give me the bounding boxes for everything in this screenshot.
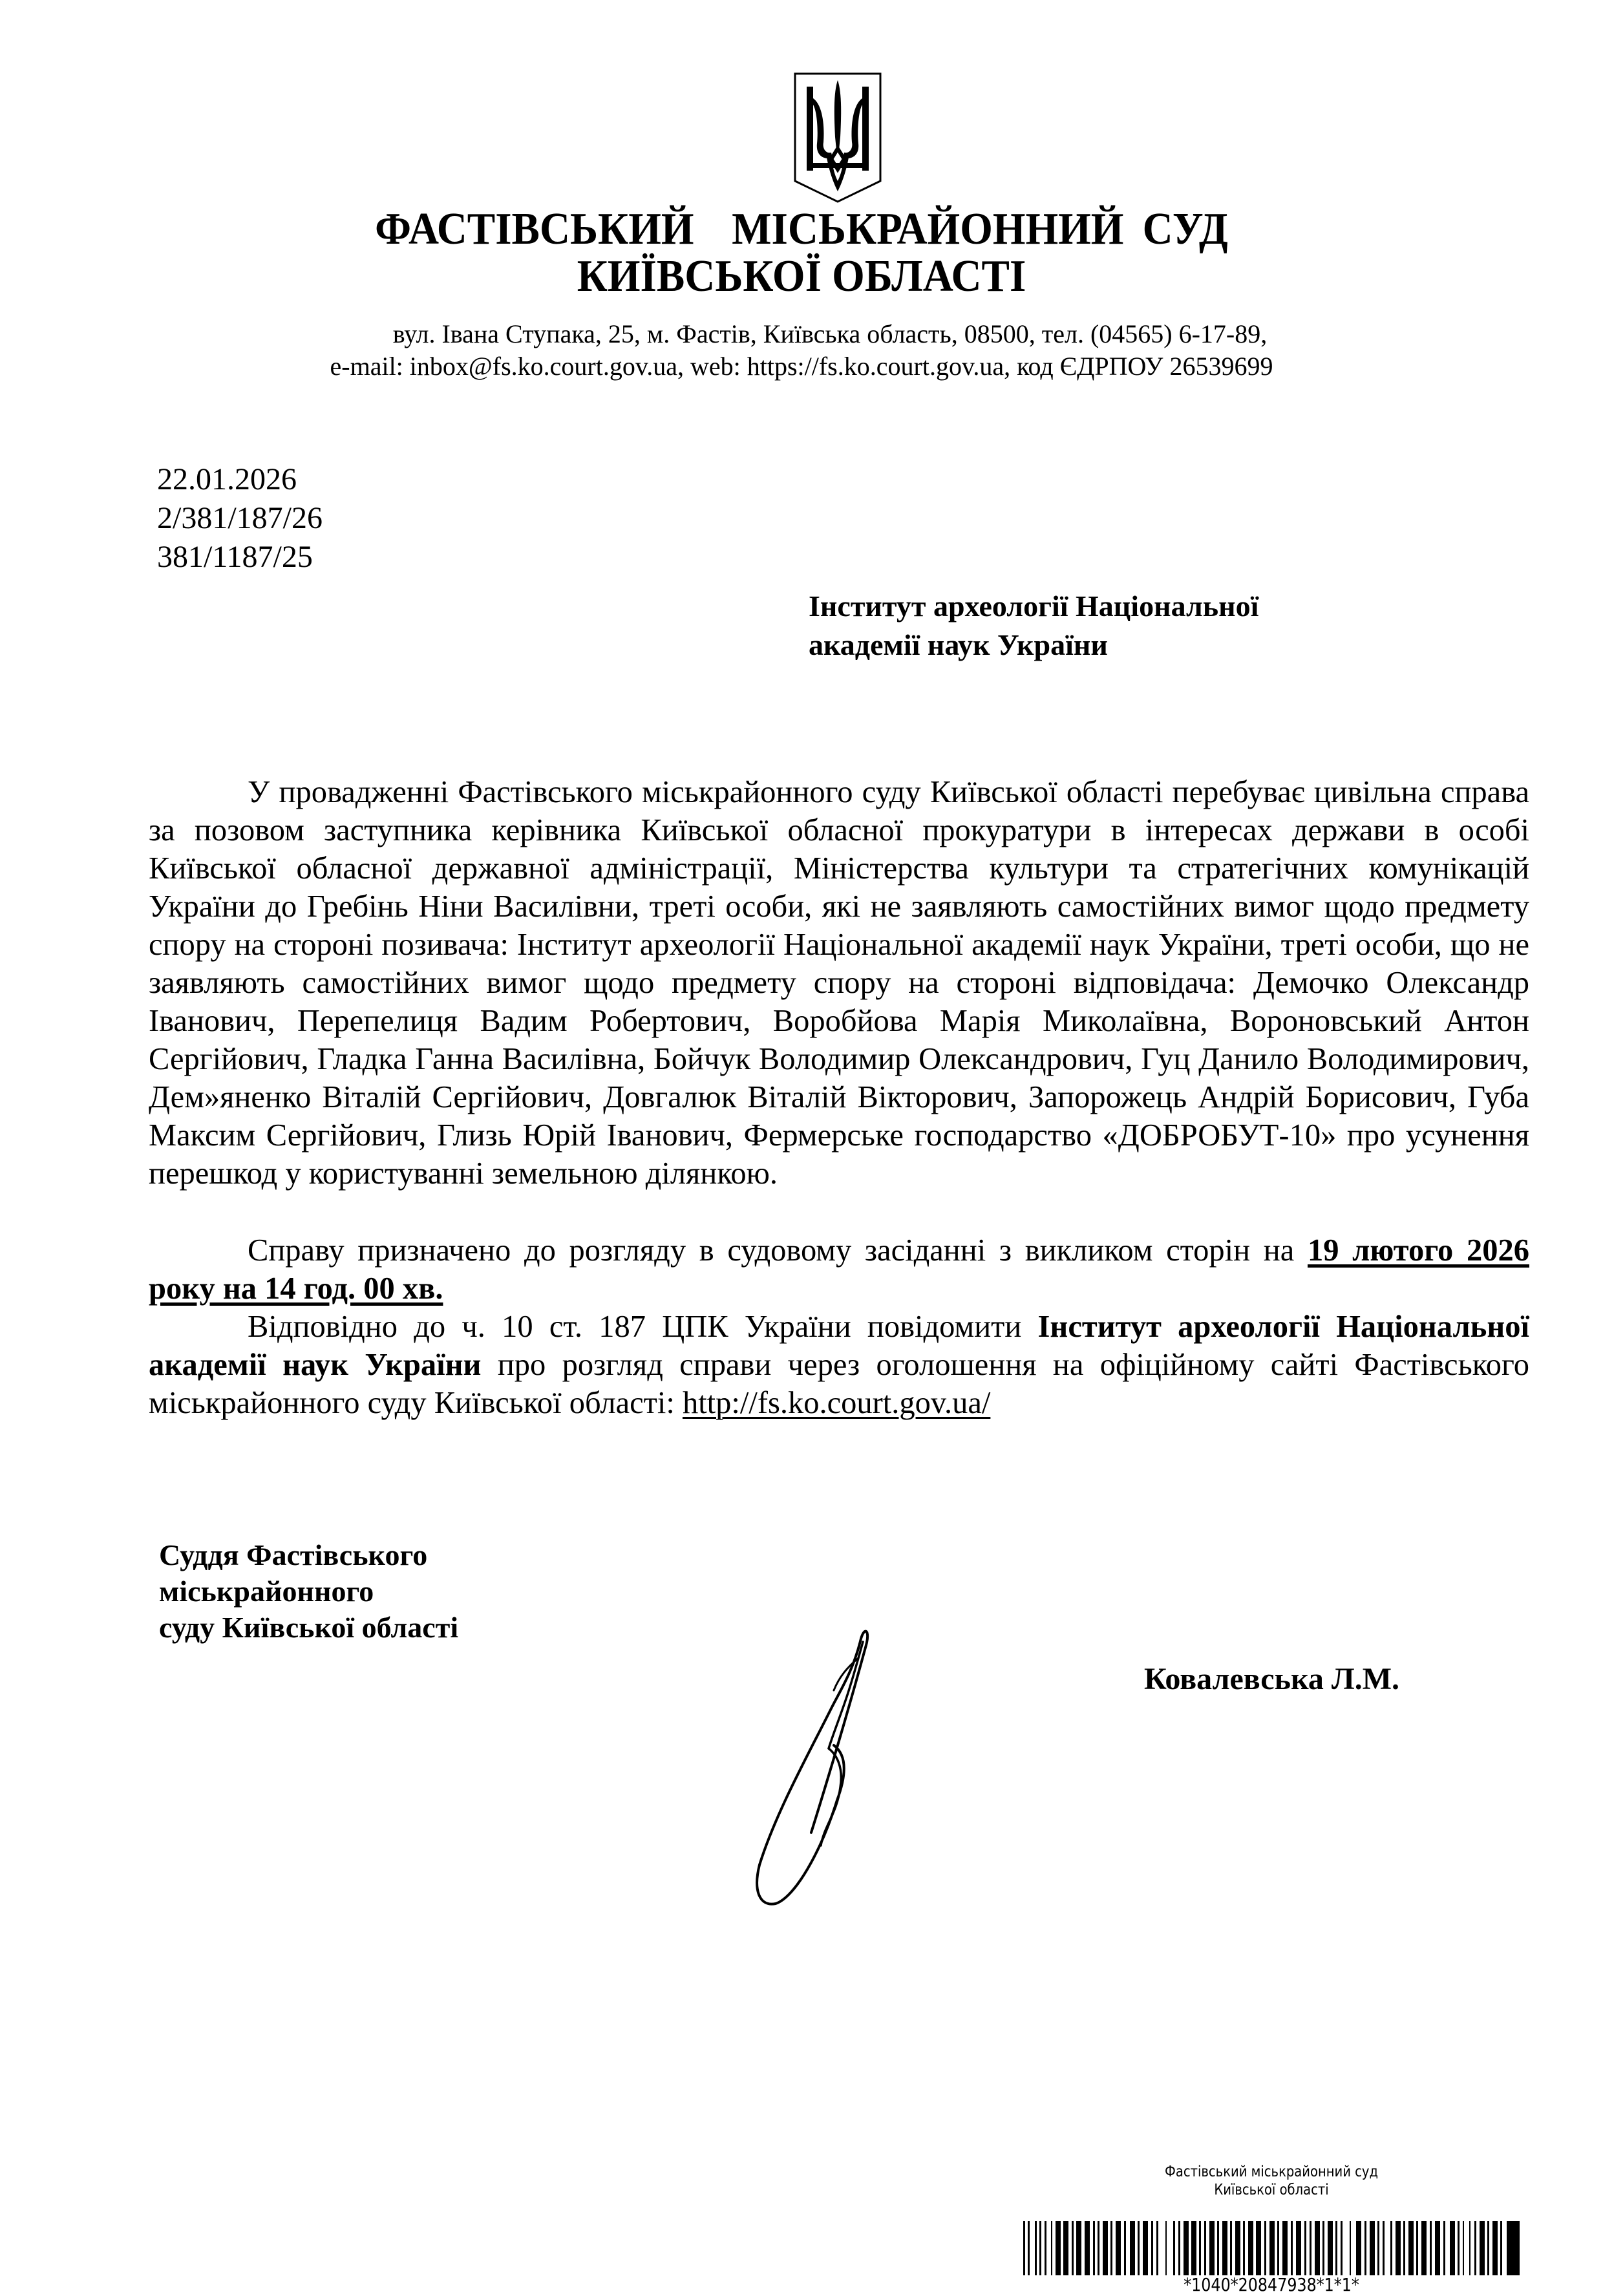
judge-title-line3: суду Київської області — [159, 1611, 459, 1644]
judge-title-line2: міськрайонного — [159, 1575, 374, 1608]
paragraph-hearing — [149, 1231, 1529, 1308]
notified-party: Інститут археології Національної академії наук України — [149, 1310, 1529, 1382]
hearing-datetime: 19 лютого 2026 року на 14 год. 00 хв. — [149, 1233, 1529, 1306]
stamp-org-line2: Київської області — [1214, 2182, 1329, 2198]
court-contacts: e-mail: inbox@fs.ko.court.gov.ua, web: https://fs.ko.court.gov.ua, код ЄДРПОУ 26539699 — [330, 352, 1273, 381]
recipient-address — [809, 587, 1390, 664]
paragraph-notification — [149, 1308, 1529, 1422]
hearing-text: Справу призначено до розгляду в судовому засіданні з викликом сторін на — [248, 1233, 1308, 1268]
hearing-schedule — [149, 1231, 1529, 1308]
case-number: 381/1187/25 — [157, 540, 313, 574]
stamp-org-line1: Фастівський міськрайонний суд — [1165, 2163, 1378, 2180]
barcode-number: *1040*20847938*1*1* — [1184, 2274, 1359, 2295]
court-website-link[interactable]: http://fs.ko.court.gov.ua/ — [682, 1386, 991, 1420]
judge-title — [159, 1537, 458, 1646]
court-name-line2: КИЇВСЬКОЇ ОБЛАСТІ — [577, 251, 1026, 301]
recipient-line1: Інститут археології Національної — [809, 590, 1259, 622]
judge-name: Ковалевська Л.М. — [1144, 1662, 1399, 1696]
handwritten-signature-icon — [750, 1619, 892, 1913]
judge-title-line1: Суддя Фастівського — [159, 1538, 428, 1571]
notification-prefix: Відповідно до ч. 10 ст. 187 ЦПК України повідомити — [248, 1310, 1038, 1344]
coat-of-arms-icon — [794, 72, 882, 203]
registration-block — [157, 460, 323, 577]
barcode-icon — [1023, 2221, 1520, 2275]
court-address: вул. Івана Ступака, 25, м. Фастів, Київська область, 08500, тел. (04565) 6-17-89, — [392, 319, 1268, 348]
notification-notice — [149, 1308, 1529, 1422]
letter-date: 22.01.2026 — [157, 462, 297, 496]
paragraph-case-details: У провадженні Фастівського міськрайонного суду Київської області перебуває цивільна справа за позовом заступника керівника Київської обласної прокуратури в інтересах держави в особі Київської обласної державної адміністрації, Міністерства культури та стратегічних комунікацій України до Гребінь Ніни Василівни, треті особи, які не заявляють самостійних вимог щодо предмету спору на стороні позивача: Інститут археології Національної академії наук України, треті особи, що не заявляють самостійних вимог щодо предмету спору на стороні відповідача: Демочко Олександр Іванович, Перепелиця Вадим Робертович, Воробйова Марія Миколаївна, Вороновський Антон Сергійович, Гладка Ганна Василівна, Бойчук Володимир Олександрович, Гуц Данило Володимирович, Дем»яненко Віталій Сергійович, Довгалюк Віталій Вікторович, Запорожець Андрій Борисович, Губа Максим Сергійович, Глизь Юрій Іванович, Фермерське господарство «ДОБРОБУТ-10» про усунення перешкод у користуванні земельною ділянкою. — [149, 775, 1529, 1191]
recipient-line2: академії наук України — [809, 628, 1108, 661]
case-description — [149, 773, 1529, 1193]
outgoing-number: 2/381/187/26 — [157, 501, 323, 535]
court-name-line1: ФАСТІВСЬКИЙ МІСЬКРАЙОННИЙ СУД — [375, 204, 1228, 254]
notification-middle: про розгляд справи через оголошення на офіційному сайті Фастівського міськрайонного суду Київської області: — [149, 1348, 1529, 1420]
